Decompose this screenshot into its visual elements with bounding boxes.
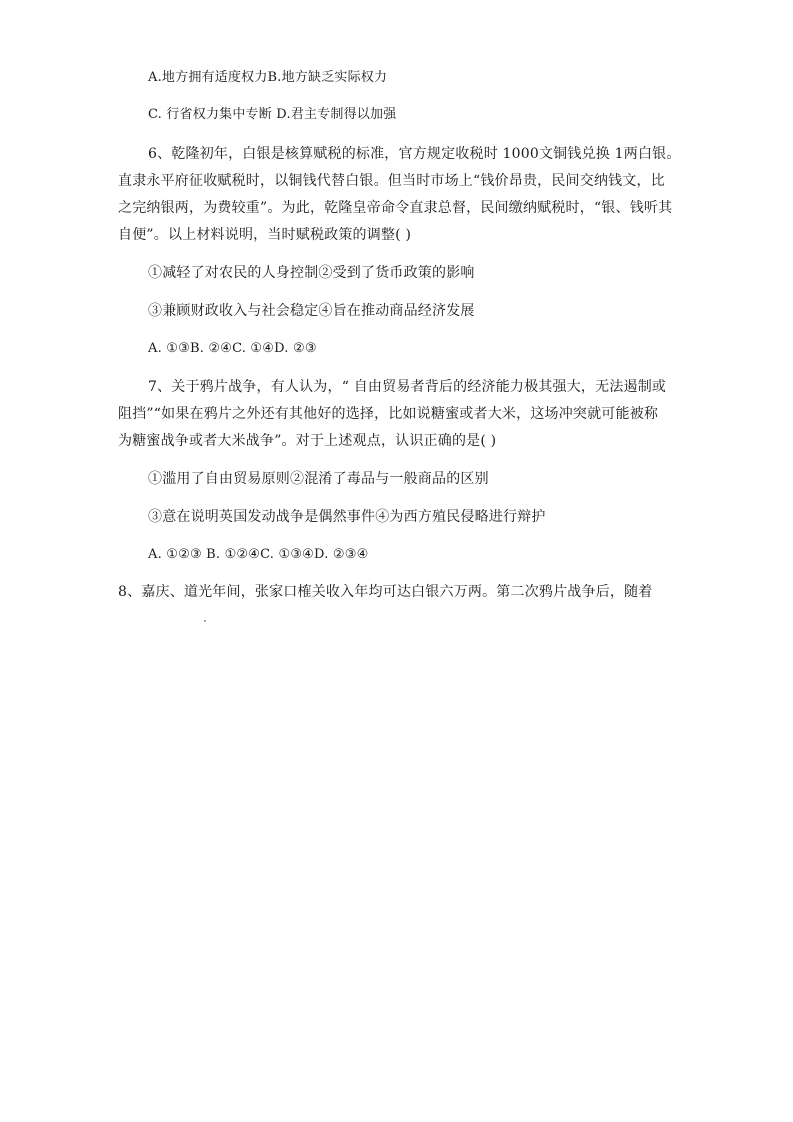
q6-stem-line-2: 直隶永平府征收赋税时，以铜钱代替白银。但当时市场上“钱价昂贵，民间交纳钱文，比	[118, 173, 665, 189]
q5-options-ab: A.地方拥有适度权力B.地方缺乏实际权力	[148, 70, 388, 85]
q7-item-line-2: ③意在说明英国发动战争是偶然事件④为西方殖民侵略进行辩护	[148, 509, 546, 525]
q7-stem-line-3: 为糖蜜战争或者大米战争”。对于上述观点，认识正确的是( )	[118, 433, 497, 449]
q6-stem-line-1: 6、乾隆初年，白银是核算赋税的标准，官方规定收税时 1000文铜钱兑换 1两白银。	[148, 146, 681, 162]
q6-item-line-1: ①减轻了对农民的人身控制②受到了货币政策的影响	[148, 265, 475, 281]
q6-options: A. ①③B. ②④C. ①④D. ②③	[148, 341, 317, 356]
stray-mark	[204, 620, 206, 622]
q7-stem-line-2: 阻挡”“如果在鸦片之外还有其他好的选择，比如说糖蜜或者大米，这场冲突就可能被称	[118, 406, 659, 422]
q7-stem-line-1: 7、关于鸦片战争，有人认为，“ 自由贸易者背后的经济能力极其强大，无法遏制或	[148, 379, 667, 395]
q6-stem-line-4: 自便”。以上材料说明，当时赋税政策的调整( )	[118, 227, 412, 243]
q8-stem-line-1: 8、嘉庆、道光年间，张家口榷关收入年均可达白银六万两。第二次鸦片战争后，随着	[118, 584, 653, 600]
q6-stem-line-3: 之完纳银两，为费较重”。为此，乾隆皇帝命令直隶总督，民间缴纳赋税时，“银、钱听其	[118, 200, 673, 216]
q7-item-line-1: ①滥用了自由贸易原则②混淆了毒品与一般商品的区别	[148, 471, 489, 487]
q5-options-cd: C. 行省权力集中专断 D.君主专制得以加强	[148, 107, 397, 122]
q7-options: A. ①②③ B. ①②④C. ①③④D. ②③④	[148, 547, 369, 562]
q6-item-line-2: ③兼顾财政收入与社会稳定④旨在推动商品经济发展	[148, 303, 475, 319]
